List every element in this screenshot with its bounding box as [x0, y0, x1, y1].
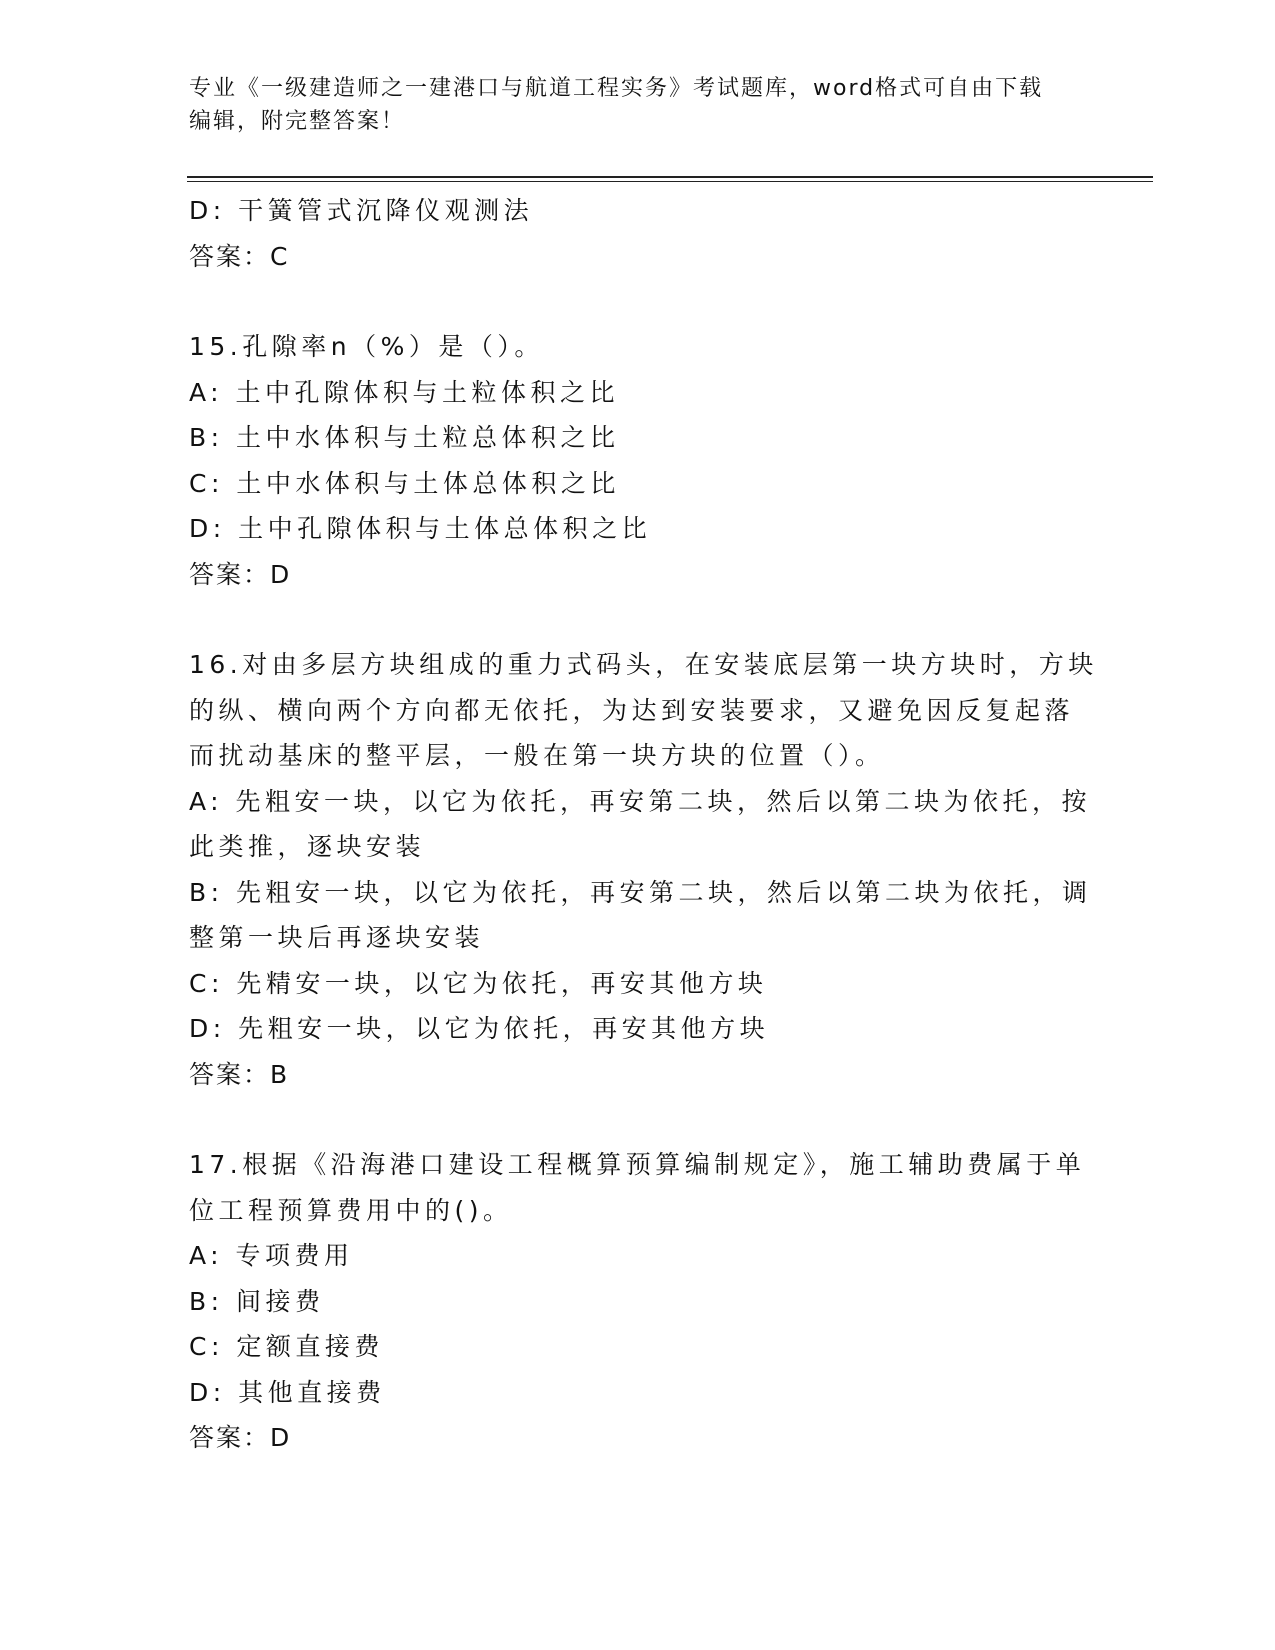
- answer-text: 答案：D: [189, 559, 292, 589]
- question-stem: 位工程预算费用中的()。: [189, 1195, 513, 1225]
- header-line-2: 编辑，附完整答案！: [189, 109, 406, 134]
- option-b: B: 间接费: [189, 1286, 325, 1316]
- question-block: [189, 642, 1098, 1097]
- answer-text: 答案：D: [189, 1423, 292, 1452]
- option-d: D: 干簧管式沉降仪观测法: [189, 196, 534, 225]
- option-d: D: 土中孔隙体积与土体总体积之比: [189, 514, 652, 543]
- answer-text: 答案：B: [189, 1059, 290, 1089]
- option-a: A: 先粗安一块，以它为依托，再安第二块，然后以第二块为依托，按: [189, 786, 1092, 816]
- header-divider: [187, 176, 1153, 178]
- option-b: B: 土中水体积与土粒总体积之比: [189, 423, 620, 452]
- option-c: C: 先精安一块，以它为依托，再安其他方块: [189, 968, 768, 998]
- question-stem: 而扰动基床的整平层，一般在第一块方块的位置（）。: [189, 741, 885, 770]
- answer-text: 答案：C: [189, 241, 290, 271]
- question-stem: 17.根据《沿海港口建设工程概算预算编制规定》，施工辅助费属于单: [189, 1150, 1086, 1179]
- header-divider-thin: [187, 181, 1153, 182]
- question-stem: 16.对由多层方块组成的重力式码头，在安装底层第一块方块时，方块: [189, 650, 1098, 679]
- option-c: C: 定额直接费: [189, 1332, 384, 1361]
- question-block: [189, 1142, 1089, 1461]
- option-c: C: 土中水体积与土体总体积之比: [189, 468, 620, 498]
- option-d: D: 其他直接费: [189, 1377, 386, 1407]
- header-line-1: 专业《一级建造师之一建港口与航道工程实务》考试题库，word格式可自由下载: [189, 76, 1044, 101]
- option-a: A: 专项费用: [189, 1241, 354, 1270]
- option-a: 此类推，逐块安装: [189, 832, 426, 861]
- option-a: A: 土中孔隙体积与土粒体积之比: [189, 377, 620, 407]
- question-stem: 15.孔隙率n（%）是（）。: [189, 332, 544, 361]
- option-d: D: 先粗安一块，以它为依托，再安其他方块: [189, 1014, 770, 1043]
- question-block: [189, 188, 1089, 279]
- question-stem: 的纵、横向两个方向都无依托，为达到安装要求，又避免因反复起落: [189, 695, 1075, 725]
- option-b: B: 先粗安一块，以它为依托，再安第二块，然后以第二块为依托，调: [189, 877, 1092, 907]
- question-block: [189, 324, 1089, 597]
- page-header: [189, 72, 1089, 138]
- option-b: 整第一块后再逐块安装: [189, 923, 485, 952]
- question-list: [189, 188, 1098, 1461]
